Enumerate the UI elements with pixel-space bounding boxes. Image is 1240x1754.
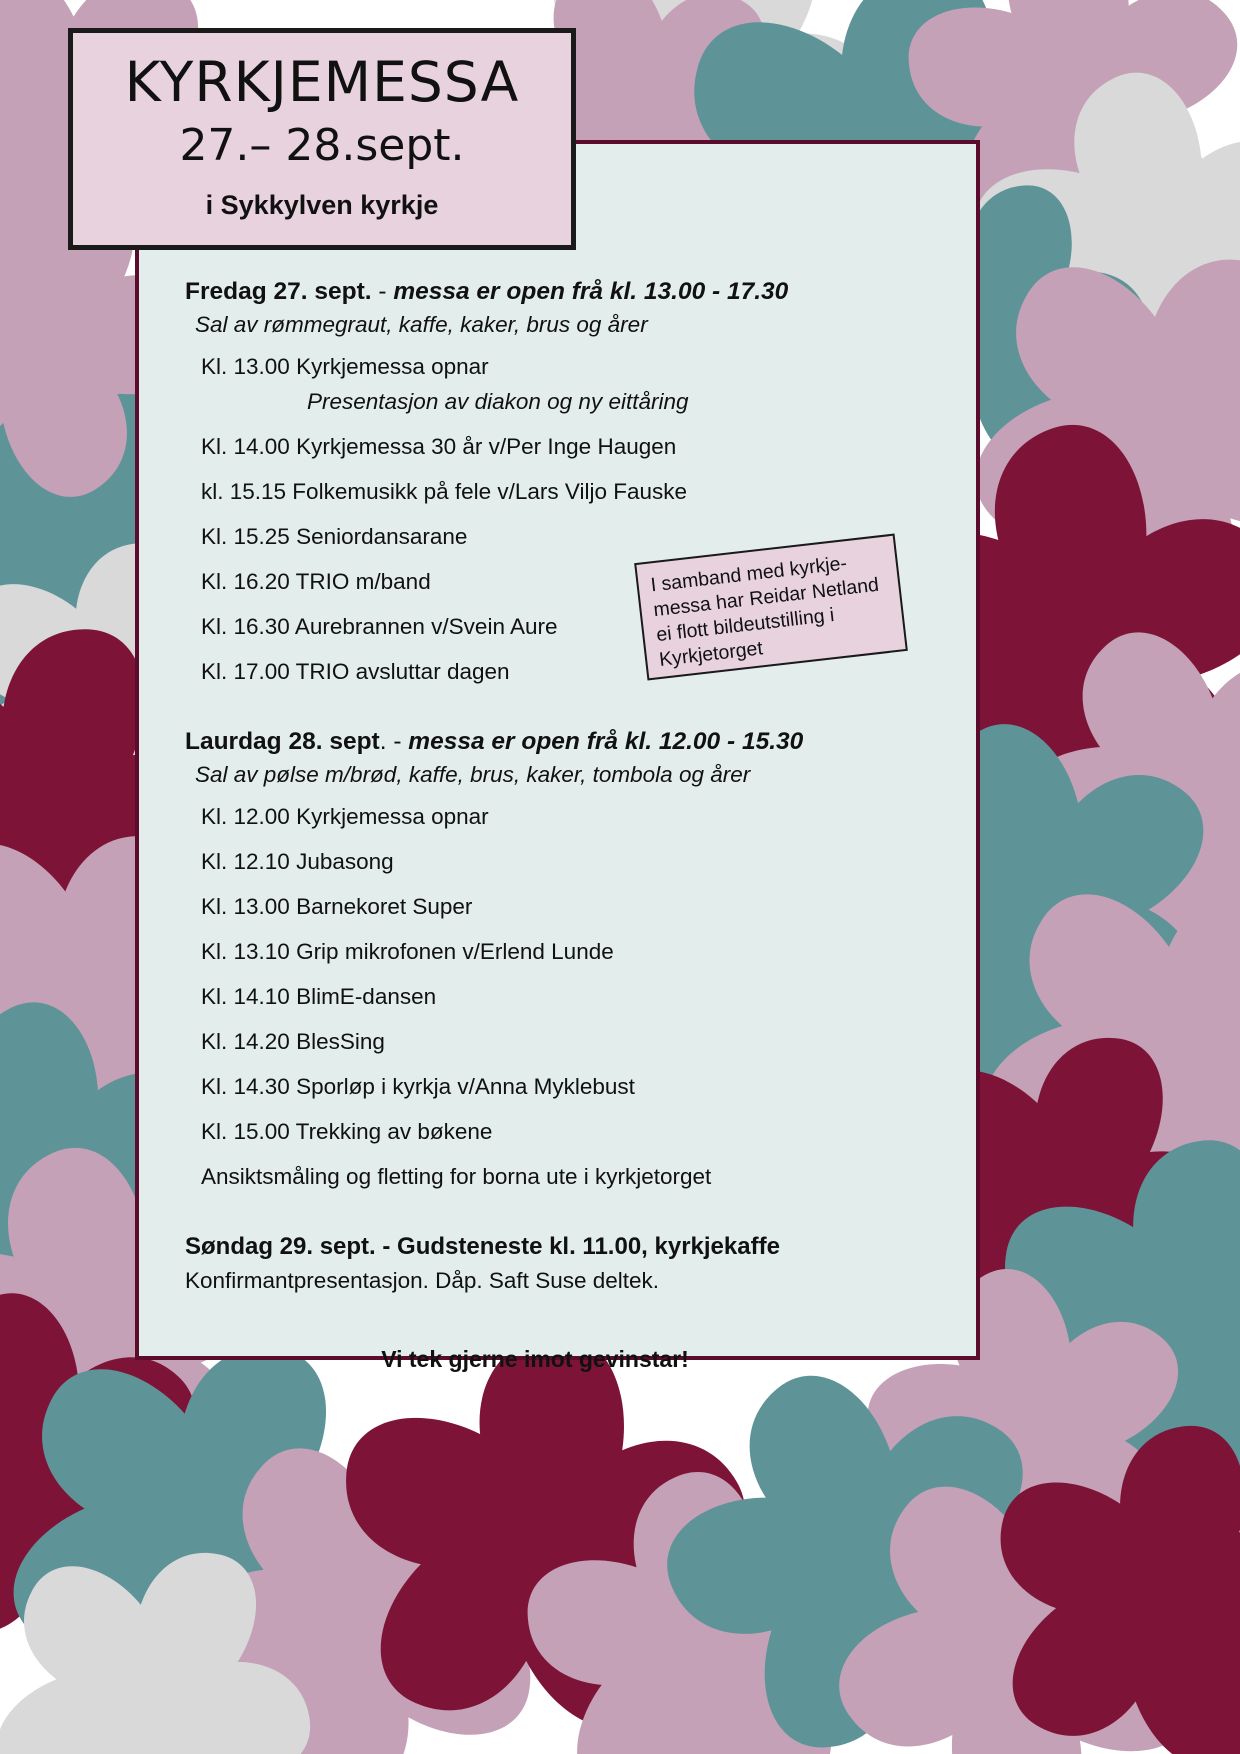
day-name-saturday: Laurdag 28. sept: [185, 728, 380, 755]
sunday-text: Konfirmantpresentasjon. Dåp. Saft Suse deltek.: [185, 1268, 660, 1293]
list-item: Presentasjon av diakon og ny eittåring: [307, 389, 689, 414]
list-item: Kl. 16.30 Aurebrannen v/Svein Aure: [201, 614, 558, 639]
title-box: [68, 28, 576, 250]
footer-note: Vi tek gjerne imot gevinstar!: [381, 1346, 689, 1372]
list-item: Kl. 16.20 TRIO m/band: [201, 569, 431, 594]
list-item: Kl. 14.20 BlesSing: [201, 1029, 385, 1054]
list-item: Ansiktsmåling og fletting for borna ute i kyrkjetorget: [201, 1164, 712, 1189]
list-item: Kl. 13.00 Barnekoret Super: [201, 894, 473, 919]
list-item: Kl. 17.00 TRIO avsluttar dagen: [201, 659, 510, 684]
day-header-friday: [185, 278, 945, 306]
day-sale-saturday: Sal av pølse m/brød, kaffe, brus, kaker, tombola og årer: [195, 762, 751, 787]
list-item: Kl. 13.00 Kyrkjemessa opnar: [201, 354, 489, 379]
list-item: Kl. 15.00 Trekking av bøkene: [201, 1119, 493, 1144]
section-spacer: [185, 1209, 945, 1233]
section-spacer: [185, 704, 945, 728]
day-header-sunday: Søndag 29. sept. - Gudsteneste kl. 11.00, kyrkjekaffe: [185, 1233, 780, 1260]
list-item: Kl. 13.10 Grip mikrofonen v/Erlend Lunde: [201, 939, 614, 964]
poster-dates: 27.– 28.sept.: [179, 120, 465, 171]
day-hours-saturday: messa er open frå kl. 12.00 - 15.30: [408, 728, 804, 755]
day-sale-friday: Sal av rømmegraut, kaffe, kaker, brus og årer: [195, 312, 648, 337]
list-item: Kl. 14.00 Kyrkjemessa 30 år v/Per Inge Haugen: [201, 434, 677, 459]
poster-title: KYRKJEMESSA: [124, 50, 520, 114]
day-header-saturday: [185, 728, 945, 756]
list-item: kl. 15.15 Folkemusikk på fele v/Lars Viljo Fauske: [201, 479, 688, 504]
poster-subtitle: i Sykkylven kyrkje: [205, 190, 439, 220]
day-separator-friday: -: [371, 278, 394, 305]
day-hours-friday: messa er open frå kl. 13.00 - 17.30: [393, 278, 789, 305]
list-item: Kl. 14.10 BlimE-dansen: [201, 984, 437, 1009]
list-item: Kl. 15.25 Seniordansarane: [201, 524, 468, 549]
exhibition-note: I samband med kyrkje-messa har Reidar Netland ei flott bildeutstilling i Kyrkjetorget: [634, 534, 908, 681]
list-item: Kl. 12.10 Jubasong: [201, 849, 394, 874]
list-item: Kl. 12.00 Kyrkjemessa opnar: [201, 804, 489, 829]
programme: [185, 278, 945, 1373]
day-name-friday: Fredag 27. sept.: [185, 278, 372, 305]
day-separator-saturday: . -: [379, 728, 409, 755]
list-item: Kl. 14.30 Sporløp i kyrkja v/Anna Myklebust: [201, 1074, 635, 1099]
